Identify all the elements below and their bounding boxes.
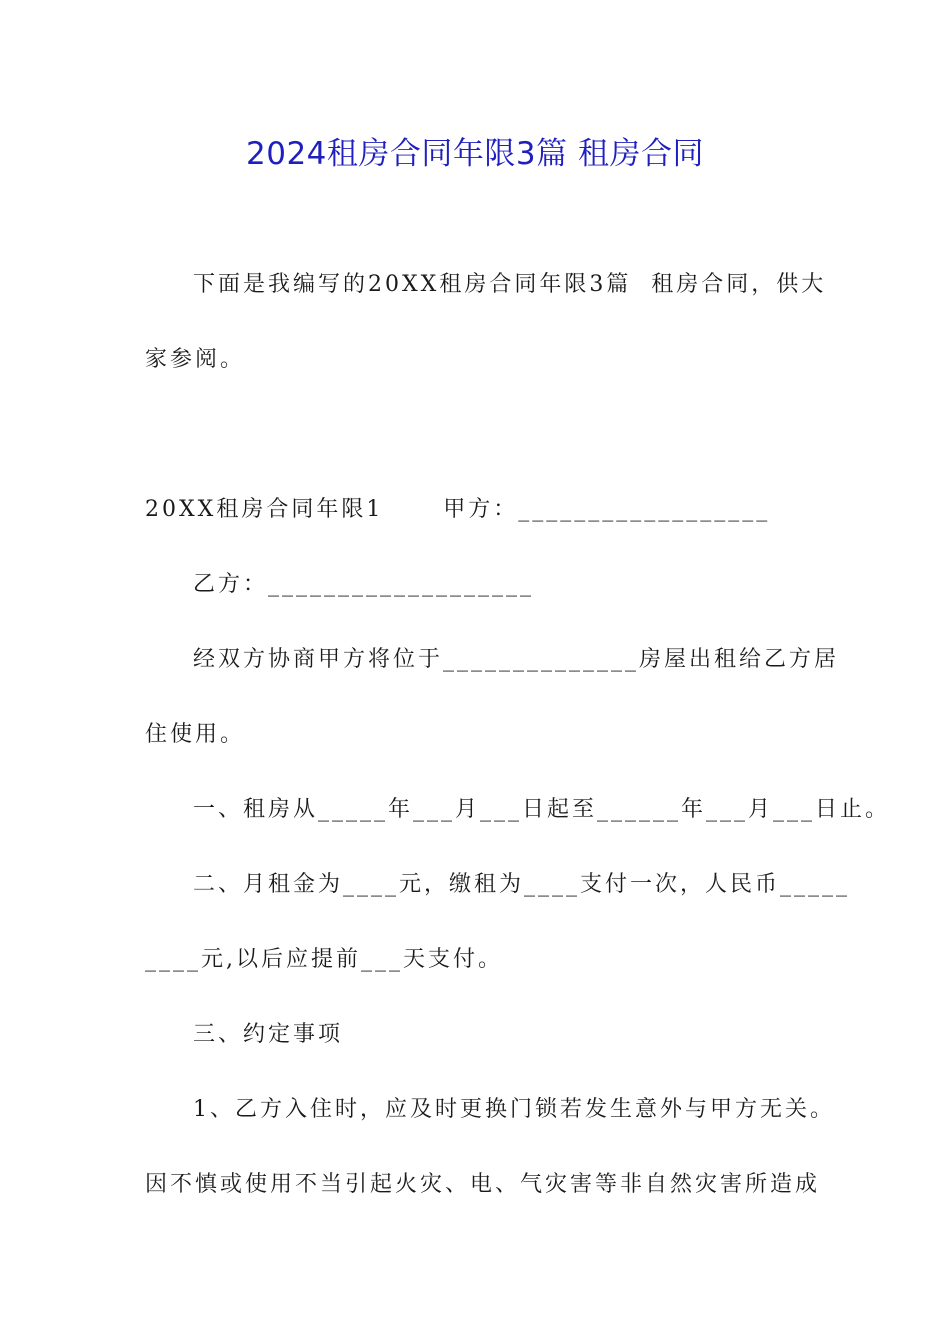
clause-2-rent-line-2: ____元,以后应提前___天支付。 [145,947,503,972]
clause-1-term: 一、租房从_____年___月___日起至______年___月___日止。 [193,797,891,822]
clause-3-item-1-line-2: 因不慎或使用不当引起火灾、电、气灾害等非自然灾害所造成 [145,1172,821,1197]
paragraph-location-line-1: 经双方协商甲方将位于______________房屋出租给乙方居 [193,647,840,672]
contract-heading-party-a: 20XX租房合同年限1 甲方：__________________ [145,497,771,522]
paragraph-intro-line-2: 家参阅。 [145,347,246,372]
paragraph-location-line-2: 住使用。 [145,722,246,747]
clause-3-item-1-line-1: 1、乙方入住时，应及时更换门锁若发生意外与甲方无关。 [193,1097,835,1122]
clause-3-heading: 三、约定事项 [193,1022,344,1047]
document-title: 2024租房合同年限3篇 租房合同 [246,136,704,172]
party-b-line: 乙方：___________________ [193,572,535,597]
clause-2-rent-line-1: 二、月租金为____元，缴租为____支付一次，人民币_____ [193,872,851,897]
paragraph-intro-line-1: 下面是我编写的20XX租房合同年限3篇 租房合同，供大 [193,272,827,297]
